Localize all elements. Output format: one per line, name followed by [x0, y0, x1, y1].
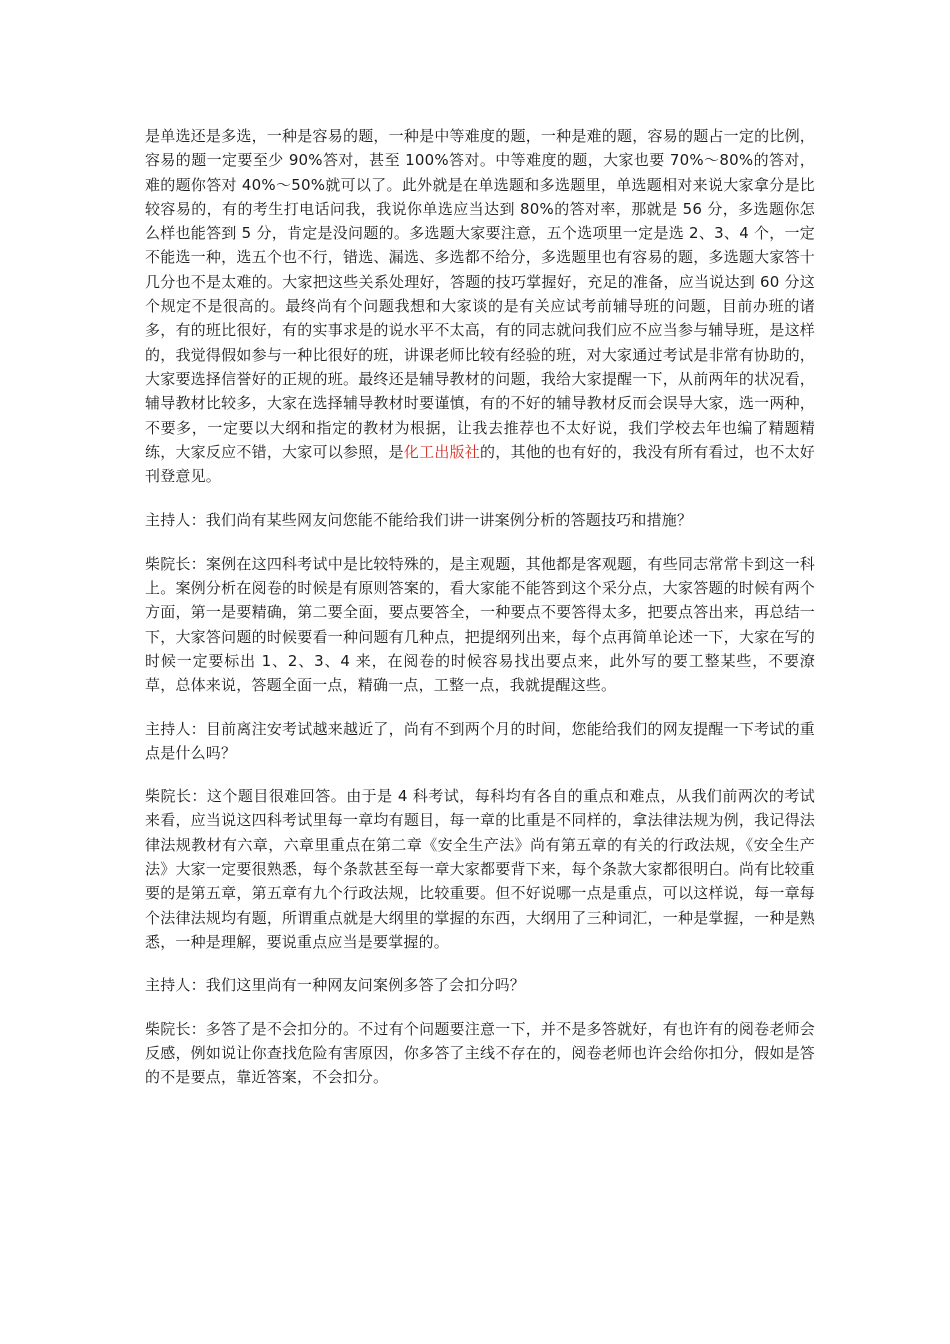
answer-key-points: 柴院长：这个题目很难回答。由于是 4 科考试，每科均有各自的重点和难点，从我们前两次的考试来看，应当说这四科考试里每一章均有题目，每一章的比重是不同样的，拿法律法规为例，我记得法律法规教材有六章，六章里重点在第二章《安全生产法》尚有第五章的有关的行政法规，《安全生产法》大家一定要很熟悉，每个条款甚至每一章大家都要背下来，每个条款大家都很明白。尚有比较重要的是第五章，第五章有九个行政法规，比较重要。但不好说哪一点是重点，可以这样说，每一章每个法律法规均有题，所谓重点就是大纲里的掌握的东西，大纲用了三种词汇，一种是掌握，一种是熟悉，一种是理解，要说重点应当是要掌握的。: [145, 787, 815, 951]
answer-extra-answers: 柴院长：多答了是不会扣分的。不过有个问题要注意一下，并不是多答就好，有也许有的阅卷老师会反感，例如说让你查找危险有害原因，你多答了主线不存在的，阅卷老师也许会给你扣分，假如是答的不是要点，靠近答案，不会扣分。: [145, 1019, 815, 1087]
paragraph-text: 的，其他的也有好的，我没有所有看过，也不太好刊登意见。: [145, 442, 815, 486]
paragraph-text: 是单选还是多选，一种是容易的题，一种是中等难度的题，一种是难的题，容易的题占一定的比例，容易的题一定要至少 90%答对，甚至 100%答对。中等难度的题，大家也要 70%～80%的答对，难的题你答对 40%～50%就可以了。此外就是在单选题和多选题里，单选题相对来说大家拿分是比较容易的，有的考生打电话问我，我说你单选应当达到 80%的答对率，那就是 56 分，多选题你怎么样也能答到 5 分，肯定是没问题的。多选题大家要注意，五个选项里一定是选 2、3、4 个，一定不能选一种，选五个也不行，错选、漏选、多选都不给分，多选题里也有容易的题，多选题大家答十几分也不是太难的。大家把这些关系处理好，答题的技巧掌握好，充足的准备，应当说达到 60 分这个规定不是很高的。最终尚有个问题我想和大家谈的是有关应试考前辅导班的问题，目前办班的诸多，有的班比很好，有的实事求是的说水平不太高，有的同志就问我们应不应当参与辅导班，是这样的，我觉得假如参与一种比很好的班，讲课老师比较有经验的班，对大家通过考试是非常有协助的，大家要选择信誉好的正规的班。最终还是辅导教材的问题，我给大家提醒一下，从前两年的状况看，辅导教材比较多，大家在选择辅导教材时要谨慎，有的不好的辅导教材反而会误导大家，选一两种，不要多，一定要以大纲和指定的教材为根据，让我去推荐也不太好说，我们学校去年也编了精题精练，大家反应不错，大家可以参照，是: [145, 127, 815, 461]
host-question-key-points: 主持人：目前离注安考试越来越近了，尚有不到两个月的时间，您能给我们的网友提醒一下考试的重点是什么吗？: [145, 719, 815, 762]
paragraph-exam-strategy: [145, 124, 815, 488]
document-body: [145, 124, 815, 1108]
publisher-highlight: 化工出版社: [403, 442, 481, 461]
host-question-case-analysis: 主持人：我们尚有某些网友问您能不能给我们讲一讲案例分析的答题技巧和措施？: [145, 511, 693, 530]
answer-case-analysis: 柴院长：案例在这四科考试中是比较特殊的，是主观题，其他都是客观题，有些同志常常卡到这一科上。案例分析在阅卷的时候是有原则答案的，看大家能不能答到这个采分点，大家答题的时候有两个方面，第一是要精确，第二要全面，要点要答全，一种要点不要答得太多，把要点答出来，再总结一下，大家答问题的时候要看一种问题有几种点，把提纲列出来，每个点再简单论述一下，大家在写的时候一定要标出 1、2、3、4 来，在阅卷的时候容易找出要点来，此外写的要工整某些，不要潦草，总体来说，答题全面一点，精确一点，工整一点，我就提醒这些。: [145, 554, 815, 695]
host-question-extra-answers: 主持人：我们这里尚有一种网友问案例多答了会扣分吗？: [145, 976, 526, 995]
